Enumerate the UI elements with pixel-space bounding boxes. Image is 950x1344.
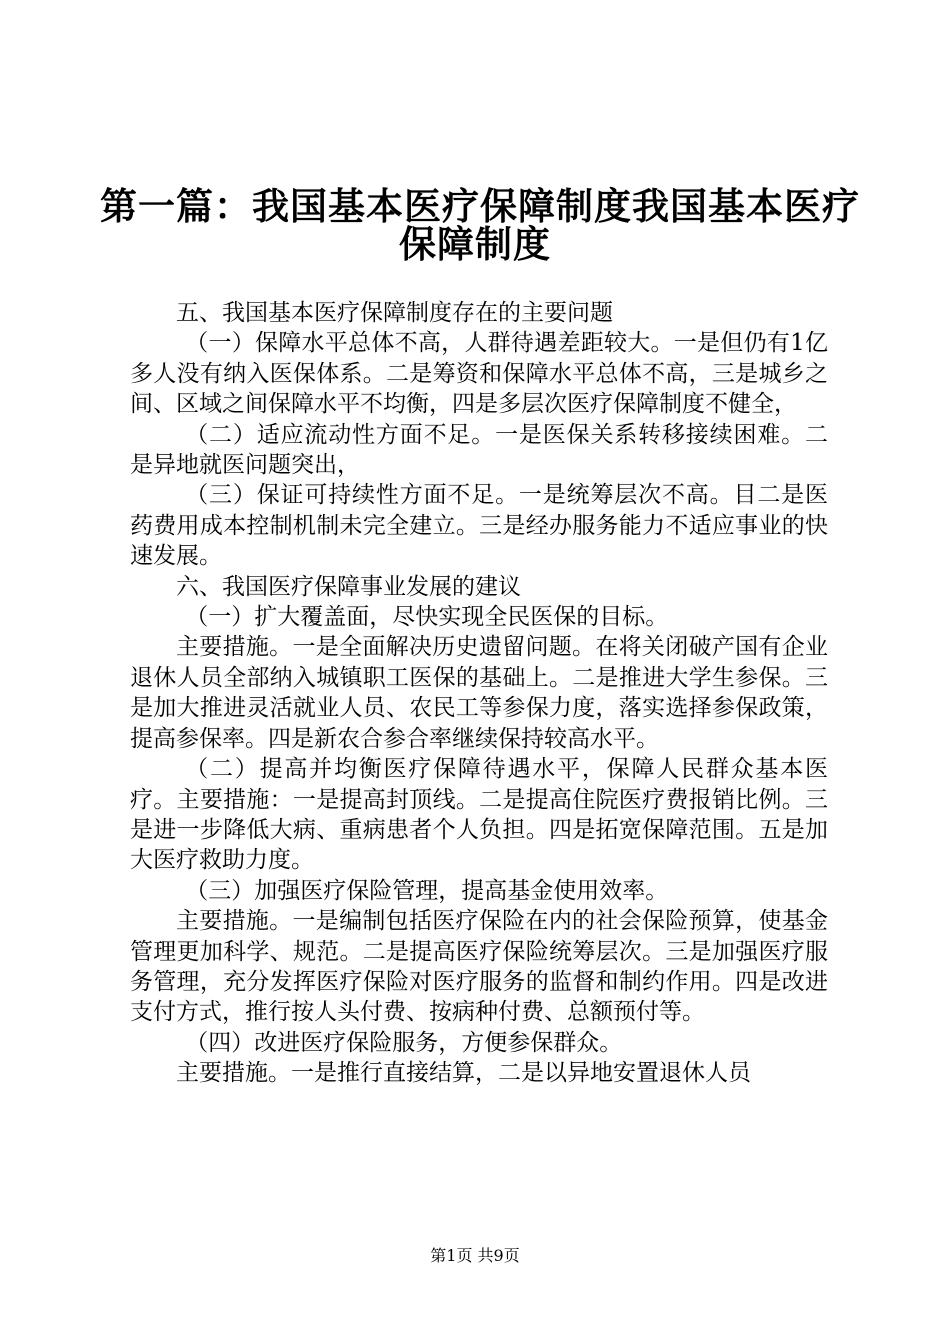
document-title-line-2: 保障制度 [399, 222, 551, 266]
paragraph-measures-1: 主要措施。一是全面解决历史遗留问题。在将关闭破产国有企业退休人员全部纳入城镇职工医保的基础上。二是推进大学生参保。三是加大推进灵活就业人员、农民工等参保力度，落实选择参保政策，提高参保率。四是新农合参合率继续保持较高水平。 [130, 634, 828, 752]
paragraph-problem-2: （二）适应流动性方面不足。一是医保关系转移接续困难。二是异地就医问题突出， [130, 421, 828, 479]
section-heading-6: 六、我国医疗保障事业发展的建议 [176, 573, 521, 600]
paragraph-suggestion-1: （一）扩大覆盖面，尽快实现全民医保的目标。 [185, 604, 669, 631]
paragraph-problem-3: （三）保证可持续性方面不足。一是统筹层次不高。目二是医药费用成本控制机制未完全建立。三是经办服务能力不适应事业的快速发展。 [130, 482, 828, 570]
page-number-footer: 第1页 共9页 [430, 1246, 520, 1265]
paragraph-measures-4: 主要措施。一是推行直接结算，二是以异地安置退休人员 [176, 1060, 751, 1087]
paragraph-problem-1: （一）保障水平总体不高，人群待遇差距较大。一是但仍有1亿多人没有纳入医保体系。二是筹资和保障水平总体不高，三是城乡之间、区域之间保障水平不均衡，四是多层次医疗保障制度不健全， [130, 330, 828, 418]
paragraph-suggestion-3: （三）加强医疗保险管理，提高基金使用效率。 [185, 877, 669, 904]
document-body [130, 298, 828, 1089]
document-title-line-1: 第一篇：我国基本医疗保障制度我国基本医疗 [100, 184, 860, 228]
paragraph-measures-3: 主要措施。一是编制包括医疗保险在内的社会保险预算，使基金管理更加科学、规范。二是提高医疗保险统筹层次。三是加强医疗服务管理，充分发挥医疗保险对医疗服务的监督和制约作用。四是改进支付方式，推行按人头付费、按病种付费、总额预付等。 [130, 908, 828, 1026]
paragraph-suggestion-4: （四）改进医疗保险服务，方便参保群众。 [185, 1029, 623, 1056]
paragraph-suggestion-2: （二）提高并均衡医疗保障待遇水平，保障人民群众基本医疗。主要措施：一是提高封顶线。二是提高住院医疗费报销比例。三是进一步降低大病、重病患者个人负担。四是拓宽保障范围。五是加大医疗救助力度。 [130, 756, 828, 874]
section-heading-5: 五、我国基本医疗保障制度存在的主要问题 [176, 300, 613, 326]
